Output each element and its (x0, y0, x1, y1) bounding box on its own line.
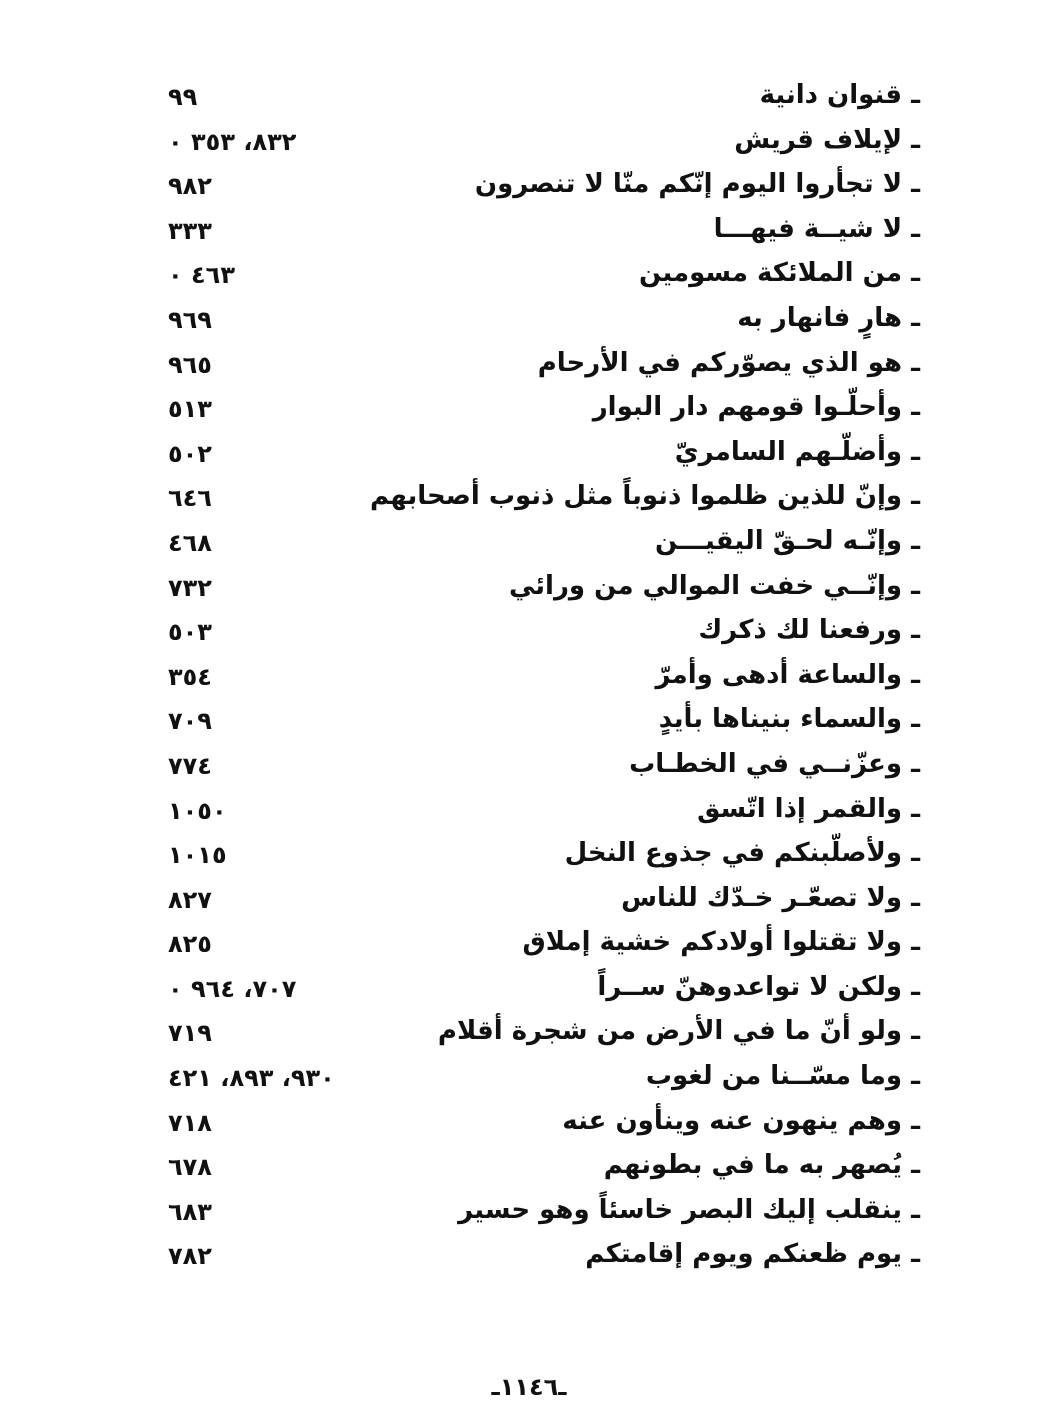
entry-page-reference: ٥٠٢ (168, 439, 212, 468)
entry-page-reference: ٩٣٠، ٨٩٣، ٤٢١ (168, 1064, 335, 1093)
index-entry (160, 832, 920, 877)
entry-page-reference: ٩٦٥ (168, 350, 212, 379)
entry-text: ـ يوم ظعنكم ويوم إقامتكم (585, 1239, 920, 1270)
entry-page-reference: ٧١٨ (168, 1108, 212, 1137)
index-entry (160, 921, 920, 966)
entry-page-reference: ٨٢٧ (168, 885, 212, 914)
entry-text: ـ قنوان دانية (759, 80, 920, 110)
entry-page-reference: ٩٩ (168, 83, 198, 111)
entry-text: ـ وأحلّـوا قومهم دار البوار (592, 392, 920, 423)
entry-text: ـ والساعة أدهى وأمرّ (655, 659, 920, 690)
entry-text: ـ ولا تقتلوا أولادكم خشية إملاق (522, 927, 920, 958)
page-number: ـ١١٤٦ـ (491, 1373, 567, 1401)
entry-text: ـ ولأصلّبنكم في جذوع النخل (564, 838, 920, 869)
entry-page-reference: ٥٠٣ (168, 618, 212, 647)
index-entry (160, 1144, 920, 1189)
index-entry (160, 1233, 920, 1278)
entry-page-reference: ٦٧٨ (168, 1153, 212, 1182)
entry-text: ـ وإنّ للذين ظلموا ذنوباً مثل ذنوب أصحابهم (369, 481, 920, 512)
entry-text: ـ هو الذي يصوّركم في الأرحام (537, 347, 920, 378)
entry-page-reference: ٦٤٦ (168, 484, 212, 513)
index-entry (160, 609, 920, 654)
index-entry (160, 1010, 920, 1055)
entry-page-reference: ٩٦٩ (168, 305, 212, 334)
index-entry (160, 208, 920, 253)
entry-text: ـ ينقلب إليك البصر خاسئاً وهو حسير (458, 1194, 920, 1225)
entry-page-reference: ٧٨٢ (168, 1242, 212, 1271)
entry-text: ـ ولكن لا تواعدوهنّ ســراً (597, 971, 920, 1002)
entry-text: ـ لا شيــة فيهـــا (713, 213, 920, 244)
entry-page-reference: ٧٠٩ (168, 707, 212, 736)
index-entry (160, 1100, 920, 1145)
index-entry (160, 1055, 920, 1100)
entry-page-reference: ٧٧٤ (168, 751, 212, 780)
entry-page-reference: ٦٨٣ (168, 1197, 212, 1226)
entry-text: ـ والسماء بنيناها بأيدٍ (658, 704, 920, 735)
entry-text: ـ والقمر إذا اتّسق (697, 793, 920, 824)
index-entry (160, 520, 920, 565)
index-entry (160, 1189, 920, 1234)
index-entry (160, 342, 920, 387)
entry-page-reference: ٨٣٢، ٣٥٣ ٠ (168, 127, 297, 156)
entry-page-reference: ٤٦٨ (168, 528, 212, 557)
index-entry (160, 788, 920, 833)
index-entry (160, 565, 920, 610)
entry-text: ـ هارٍ فانهار به (737, 302, 920, 333)
index-entry (160, 877, 920, 922)
entry-text: ـ لإيلاف قريش (734, 124, 920, 155)
index-entry (160, 475, 920, 520)
entry-text: ـ وما مسّــنا من لغوب (645, 1061, 920, 1092)
entry-page-reference: ٧٠٧، ٩٦٤ ٠ (168, 974, 297, 1003)
entry-page-reference: ٤٦٣ ٠ (168, 261, 235, 290)
index-entry (160, 386, 920, 431)
index-entry (160, 966, 920, 1011)
entry-page-reference: ٧٣٢ (168, 573, 212, 602)
index-entry (160, 743, 920, 788)
entry-page-reference: ٣٣٣ (168, 216, 212, 245)
index-entry (160, 654, 920, 699)
entry-page-reference: ٥١٣ (168, 395, 212, 424)
entry-text: ـ يُصهر به ما في بطونهم (603, 1150, 920, 1181)
index-entry (160, 431, 920, 476)
index-entry (160, 252, 920, 297)
entry-text: ـ وإنّــي خفت الموالي من ورائي (508, 570, 920, 601)
entry-text: ـ من الملائكة مسومين (639, 258, 920, 289)
index-entry (160, 163, 920, 208)
entry-page-reference: ١٠٥٠ (168, 796, 227, 825)
entry-page-reference: ٩٨٢ (168, 172, 212, 201)
entry-text: ـ ولا تصعّـر خـدّك للناس (621, 882, 920, 913)
entry-text: ـ ورفعنا لك ذكرك (698, 615, 920, 646)
entry-text: ـ وأضلّـهم السامريّ (674, 436, 920, 467)
entry-page-reference: ٧١٩ (168, 1019, 212, 1048)
index-entry (160, 297, 920, 342)
entry-text: ـ ولو أنّ ما في الأرض من شجرة أقلام (437, 1016, 920, 1047)
entry-page-reference: ٨٢٥ (168, 930, 212, 959)
entry-text: ـ وعزّنــي في الخطـاب (629, 748, 920, 779)
verse-index-list (160, 74, 920, 1278)
entry-text: ـ وهم ينهون عنه وينأون عنه (562, 1105, 920, 1136)
index-entry (160, 119, 920, 164)
entry-text: ـ وإنّـه لحـقّ اليقيـــن (654, 525, 920, 556)
index-entry (160, 698, 920, 743)
entry-page-reference: ١٠١٥ (168, 841, 227, 870)
entry-text: ـ لا تجأروا اليوم إنّكم منّا لا تنصرون (474, 169, 920, 200)
index-entry (160, 74, 920, 119)
entry-page-reference: ٣٥٤ (168, 662, 212, 691)
